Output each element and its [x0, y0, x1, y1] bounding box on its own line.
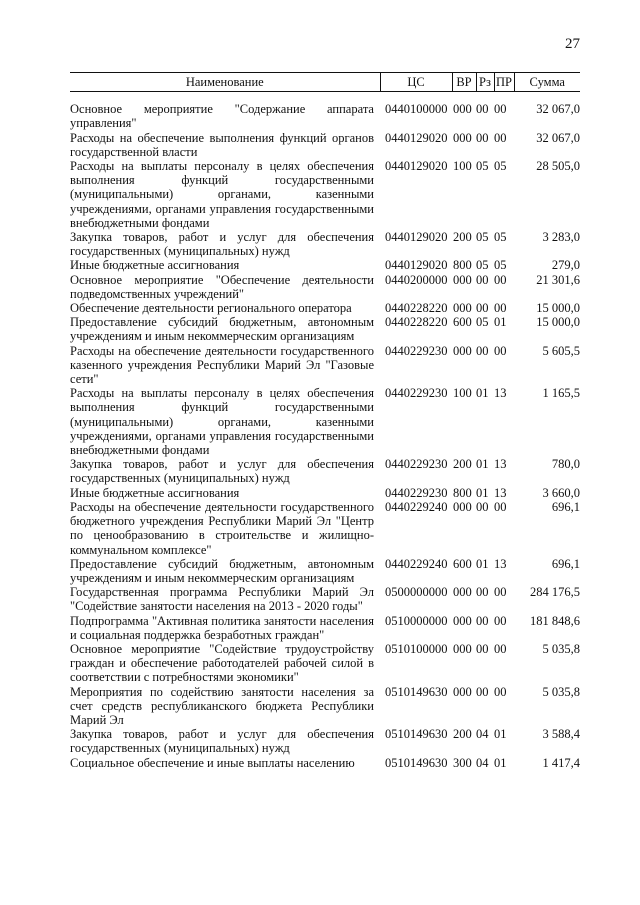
row-rz: 00 — [476, 684, 489, 699]
row-pr: 01 — [494, 755, 507, 770]
row-rz: 00 — [476, 585, 489, 600]
row-rz: 00 — [476, 343, 489, 358]
row-cs: 0440129020 — [385, 230, 448, 245]
row-vr: 000 — [453, 130, 472, 145]
row-vr: 000 — [453, 272, 472, 287]
row-sum: 181 848,6 — [530, 613, 580, 628]
row-vr: 800 — [453, 258, 472, 273]
table-row — [70, 685, 580, 728]
row-vr: 100 — [453, 386, 472, 401]
table-body — [70, 92, 580, 770]
row-name: Государственная программа Республики Марий Эл "Содействие занятости населения на 2013 - 2020 годы" — [70, 585, 374, 614]
row-rz: 00 — [476, 641, 489, 656]
row-pr: 05 — [494, 159, 507, 174]
row-cs: 0440229240 — [385, 556, 448, 571]
table-row — [70, 258, 580, 272]
table-row — [70, 585, 580, 613]
budget-table — [70, 72, 580, 770]
row-pr: 00 — [494, 301, 507, 316]
row-rz: 00 — [476, 613, 489, 628]
row-sum: 279,0 — [551, 258, 580, 273]
table-row — [70, 457, 580, 485]
table-row — [70, 344, 580, 387]
row-name: Расходы на обеспечение выполнения функций органов государственной власти — [70, 130, 374, 159]
row-name: Предоставление субсидий бюджетным, автономным учреждениям и иным некоммерческим организациям — [70, 556, 374, 585]
table-header-row — [70, 73, 580, 92]
row-vr: 000 — [453, 343, 472, 358]
row-rz: 00 — [476, 130, 489, 145]
row-rz: 04 — [476, 727, 489, 742]
row-pr: 00 — [494, 585, 507, 600]
row-pr: 00 — [494, 684, 507, 699]
row-name: Социальное обеспечение и иные выплаты населению — [70, 755, 355, 770]
header-sum: Сумма — [514, 73, 580, 92]
row-name: Основное мероприятие "Содержание аппарата управления" — [70, 102, 374, 131]
row-sum: 32 067,0 — [536, 102, 580, 117]
row-rz: 04 — [476, 755, 489, 770]
row-sum: 3 588,4 — [542, 727, 580, 742]
row-pr: 00 — [494, 641, 507, 656]
table-row — [70, 614, 580, 642]
row-rz: 01 — [476, 556, 489, 571]
row-name: Закупка товаров, работ и услуг для обеспечения государственных (муниципальных) нужд — [70, 230, 374, 259]
table-row — [70, 131, 580, 159]
row-pr: 13 — [494, 485, 507, 500]
row-pr: 13 — [494, 386, 507, 401]
page-number: 27 — [565, 36, 580, 52]
row-sum: 15 000,0 — [536, 301, 580, 316]
table-row — [70, 315, 580, 343]
table-row — [70, 557, 580, 585]
row-pr: 05 — [494, 258, 507, 273]
row-vr: 000 — [453, 102, 472, 117]
row-vr: 600 — [453, 315, 472, 330]
row-pr: 00 — [494, 130, 507, 145]
row-pr: 13 — [494, 556, 507, 571]
row-pr: 00 — [494, 102, 507, 117]
row-name: Основное мероприятие "Содействие трудоустройству граждан и обеспечение работодателей рабочей силой в соответствии с потребностями экономики" — [70, 641, 374, 685]
row-rz: 00 — [476, 499, 489, 514]
table-row — [70, 756, 580, 770]
row-vr: 200 — [453, 727, 472, 742]
row-cs: 0440129020 — [385, 159, 448, 174]
row-sum: 3 283,0 — [542, 230, 580, 245]
row-vr: 200 — [453, 457, 472, 472]
row-pr: 01 — [494, 727, 507, 742]
row-cs: 0440129020 — [385, 258, 448, 273]
table-row — [70, 727, 580, 755]
row-sum: 5 035,8 — [542, 641, 580, 656]
row-name: Закупка товаров, работ и услуг для обеспечения государственных (муниципальных) нужд — [70, 457, 374, 486]
row-cs: 0510149630 — [385, 684, 448, 699]
row-vr: 000 — [453, 684, 472, 699]
row-pr: 01 — [494, 315, 507, 330]
row-cs: 0440229230 — [385, 343, 448, 358]
row-cs: 0440229240 — [385, 499, 448, 514]
row-rz: 00 — [476, 272, 489, 287]
row-cs: 0440229230 — [385, 457, 448, 472]
row-name: Мероприятия по содействию занятости населения за счет средств республиканского бюджета Республики Марий Эл — [70, 684, 374, 727]
row-cs: 0440229230 — [385, 485, 448, 500]
header-vr: ВР — [452, 73, 476, 92]
row-sum: 696,1 — [551, 556, 580, 571]
row-name: Предоставление субсидий бюджетным, автономным учреждениям и иным некоммерческим организациям — [70, 315, 374, 344]
row-sum: 5 035,8 — [542, 684, 580, 699]
row-sum: 284 176,5 — [530, 585, 580, 600]
table-row — [70, 92, 580, 131]
row-name: Расходы на обеспечение деятельности государственного бюджетного учреждения Республики Марий Эл "Центр по ценообразованию в строительстве и жилищно-коммунальном комплексе" — [70, 499, 374, 557]
table-row — [70, 386, 580, 457]
table-row — [70, 642, 580, 685]
row-vr: 300 — [453, 755, 472, 770]
table-row — [70, 500, 580, 557]
row-rz: 01 — [476, 386, 489, 401]
row-vr: 800 — [453, 485, 472, 500]
row-vr: 000 — [453, 585, 472, 600]
row-sum: 21 301,6 — [536, 272, 580, 287]
row-rz: 00 — [476, 301, 489, 316]
row-name: Иные бюджетные ассигнования — [70, 258, 240, 273]
row-sum: 28 505,0 — [536, 159, 580, 174]
row-vr: 000 — [453, 499, 472, 514]
row-rz: 01 — [476, 485, 489, 500]
row-name: Основное мероприятие "Обеспечение деятельности подведомственных учреждений" — [70, 272, 374, 301]
row-name: Иные бюджетные ассигнования — [70, 485, 240, 500]
row-cs: 0510149630 — [385, 727, 448, 742]
table-row — [70, 159, 580, 230]
row-cs: 0440229230 — [385, 386, 448, 401]
row-sum: 1 165,5 — [542, 386, 580, 401]
header-pr: ПР — [494, 73, 514, 92]
row-pr: 13 — [494, 457, 507, 472]
header-name: Наименование — [70, 73, 380, 92]
row-pr: 00 — [494, 499, 507, 514]
row-vr: 000 — [453, 641, 472, 656]
row-pr: 05 — [494, 230, 507, 245]
row-sum: 5 605,5 — [542, 343, 580, 358]
row-sum: 1 417,4 — [542, 755, 580, 770]
row-cs: 0510000000 — [385, 613, 448, 628]
row-name: Расходы на обеспечение деятельности государственного казенного учреждения Республики Марий Эл "Газовые сети" — [70, 343, 374, 387]
row-rz: 05 — [476, 258, 489, 273]
row-name: Подпрограмма "Активная политика занятости населения и социальная поддержка безработных граждан" — [70, 613, 374, 642]
row-cs: 0440228220 — [385, 315, 448, 330]
row-pr: 00 — [494, 272, 507, 287]
row-cs: 0510100000 — [385, 641, 448, 656]
row-sum: 780,0 — [551, 457, 580, 472]
row-pr: 00 — [494, 343, 507, 358]
table-row — [70, 486, 580, 500]
row-cs: 0510149630 — [385, 755, 448, 770]
row-vr: 200 — [453, 230, 472, 245]
row-name: Расходы на выплаты персоналу в целях обеспечения выполнения функций государственными (муниципальными) органами, казенными учреждениями, органами управления государственными внебюджетными фондами — [70, 159, 374, 230]
row-rz: 05 — [476, 315, 489, 330]
row-cs: 0440129020 — [385, 130, 448, 145]
row-sum: 696,1 — [551, 499, 580, 514]
row-cs: 0440200000 — [385, 272, 448, 287]
row-cs: 0440100000 — [385, 102, 448, 117]
row-sum: 3 660,0 — [542, 485, 580, 500]
table-row — [70, 301, 580, 315]
row-cs: 0440228220 — [385, 301, 448, 316]
row-pr: 00 — [494, 613, 507, 628]
header-cs: ЦС — [380, 73, 452, 92]
row-rz: 05 — [476, 159, 489, 174]
row-sum: 15 000,0 — [536, 315, 580, 330]
row-vr: 000 — [453, 301, 472, 316]
row-vr: 600 — [453, 556, 472, 571]
row-rz: 00 — [476, 102, 489, 117]
row-vr: 000 — [453, 613, 472, 628]
row-rz: 05 — [476, 230, 489, 245]
row-rz: 01 — [476, 457, 489, 472]
row-name: Обеспечение деятельности регионального оператора — [70, 301, 352, 316]
header-rz: Рз — [476, 73, 494, 92]
row-vr: 100 — [453, 159, 472, 174]
table-row — [70, 230, 580, 258]
table-row — [70, 273, 580, 301]
row-sum: 32 067,0 — [536, 130, 580, 145]
row-cs: 0500000000 — [385, 585, 448, 600]
row-name: Закупка товаров, работ и услуг для обеспечения государственных (муниципальных) нужд — [70, 727, 374, 756]
row-name: Расходы на выплаты персоналу в целях обеспечения выполнения функций государственными (муниципальными) органами, казенными учреждениями, органами управления государственными внебюджетными фондами — [70, 386, 374, 458]
